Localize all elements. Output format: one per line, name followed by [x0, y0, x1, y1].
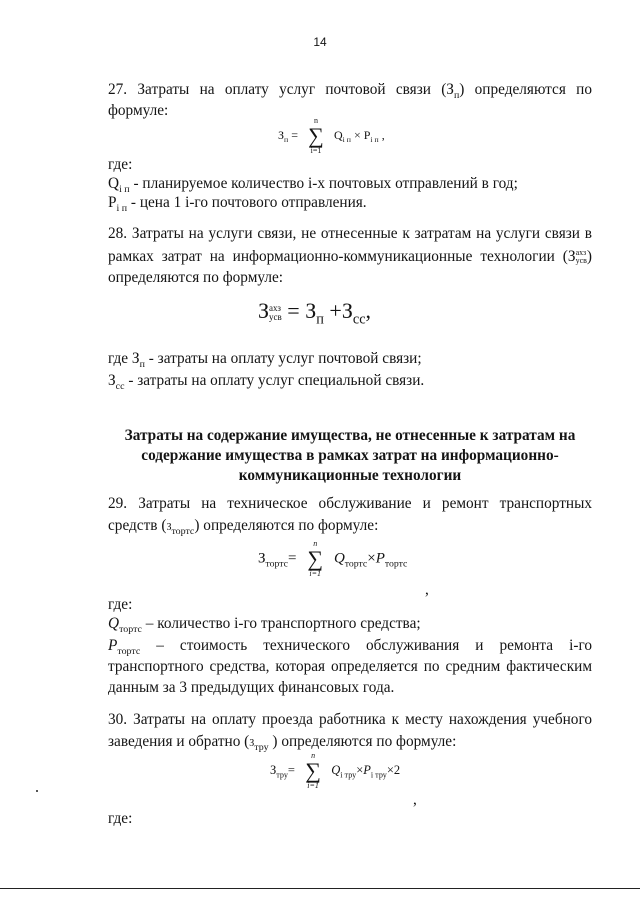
page-number: 14	[313, 35, 327, 49]
f27-p: P	[363, 127, 371, 142]
formula-29-comma: ,	[425, 581, 429, 598]
f27-eq: =	[291, 127, 298, 142]
sum-symbol: n ∑ i=1	[307, 539, 324, 578]
formula-28: З ахз усв = $З_п +З_{сс}$,	[258, 298, 372, 328]
where-29-def2: $P_{тортс}$ – стоимость технического обслуживания и ремонта i-го	[108, 637, 592, 658]
paragraph-28-line3: определяются по формуле:	[108, 269, 284, 286]
heading-line3: коммуникационные технологии	[238, 466, 462, 484]
page-bottom-rule	[0, 888, 640, 889]
sum-symbol: n ∑ i=1	[305, 751, 321, 790]
f27-q-sub: i п	[342, 135, 351, 145]
paragraph-30-line1: 30. Затраты на оплату проезда работника к месту нахождения учебного	[108, 711, 592, 728]
where-29-def2-line2: транспортного средства, которая определяется по средним фактическим	[108, 658, 592, 675]
p27-text-end: ) определяются по	[459, 81, 592, 98]
where-28-def2: $З_{сс}$ - затраты на оплату услуг специальной связи.	[108, 372, 425, 393]
where-29-def2-line3: данным за 3 предыдущих финансовых года.	[108, 679, 395, 696]
where-27-label: где:	[108, 156, 133, 173]
p27-text: 27. Затраты на оплату услуг почтовой связи (З	[108, 81, 454, 98]
heading-line2: содержание имущества в рамках затрат на информационно-	[141, 446, 559, 464]
f27-q: Q	[333, 127, 343, 142]
f27-lhs: З	[278, 127, 285, 142]
paragraph-28-line1: 28. Затраты на услуги связи, не отнесенные к затратам на услуги связи в	[108, 225, 592, 242]
p27-sub: п	[453, 90, 460, 102]
f27-lhs-sub: п	[284, 135, 289, 145]
scan-mark	[36, 790, 38, 792]
heading-line1: Затраты на содержание имущества, не отнесенные к затратам на	[124, 427, 576, 444]
formula-30: $З_{тру}=$ n ∑ i=1 $Q_{i тру}\times P_{i тру}\times 2$	[270, 751, 401, 790]
f27-tail: ,	[381, 127, 385, 142]
where-30-label: где:	[108, 810, 133, 827]
where-29-def1: $Q_{тортс}$ – количество i-го транспортного средства;	[108, 615, 421, 636]
f27-p-sub: i п	[370, 135, 379, 145]
formula-27	[278, 117, 385, 155]
formula-29: $З_{тортс}=$ n ∑ i=1 $Q_{тортс}\times P_{тортс}$	[258, 539, 408, 578]
f27-times: ×	[353, 127, 361, 142]
paragraph-30-line2: заведения и обратно ($З_{тру}$ ) определяются по формуле:	[108, 733, 457, 754]
paragraph-27-line1	[108, 80, 592, 101]
where-29-label: где:	[108, 596, 133, 613]
formula-30-comma: ,	[413, 791, 417, 808]
paragraph-29-line2: средств $(З_{тортс})$ определяются по формуле:	[108, 517, 379, 538]
paragraph-28-line2: рамках затрат на информационно-коммуникационные технологии (З ахз усв )	[108, 248, 592, 266]
where-28-def1: где $З_п$ - затраты на оплату услуг почтовой связи;	[108, 350, 422, 371]
where-27-def2: $P_{i п}$ - цена 1 i-го почтового отправления.	[108, 194, 367, 215]
paragraph-27-line2: формуле:	[108, 102, 169, 119]
paragraph-29-line1: 29. Затраты на техническое обслуживание и ремонт транспортных	[108, 495, 592, 512]
section-heading	[108, 426, 592, 486]
where-27-def1: $Q_{i п}$ - планируемое количество i-х почтовых отправлений в год;	[108, 175, 518, 196]
sum-symbol: n ∑ i=1	[308, 116, 324, 155]
